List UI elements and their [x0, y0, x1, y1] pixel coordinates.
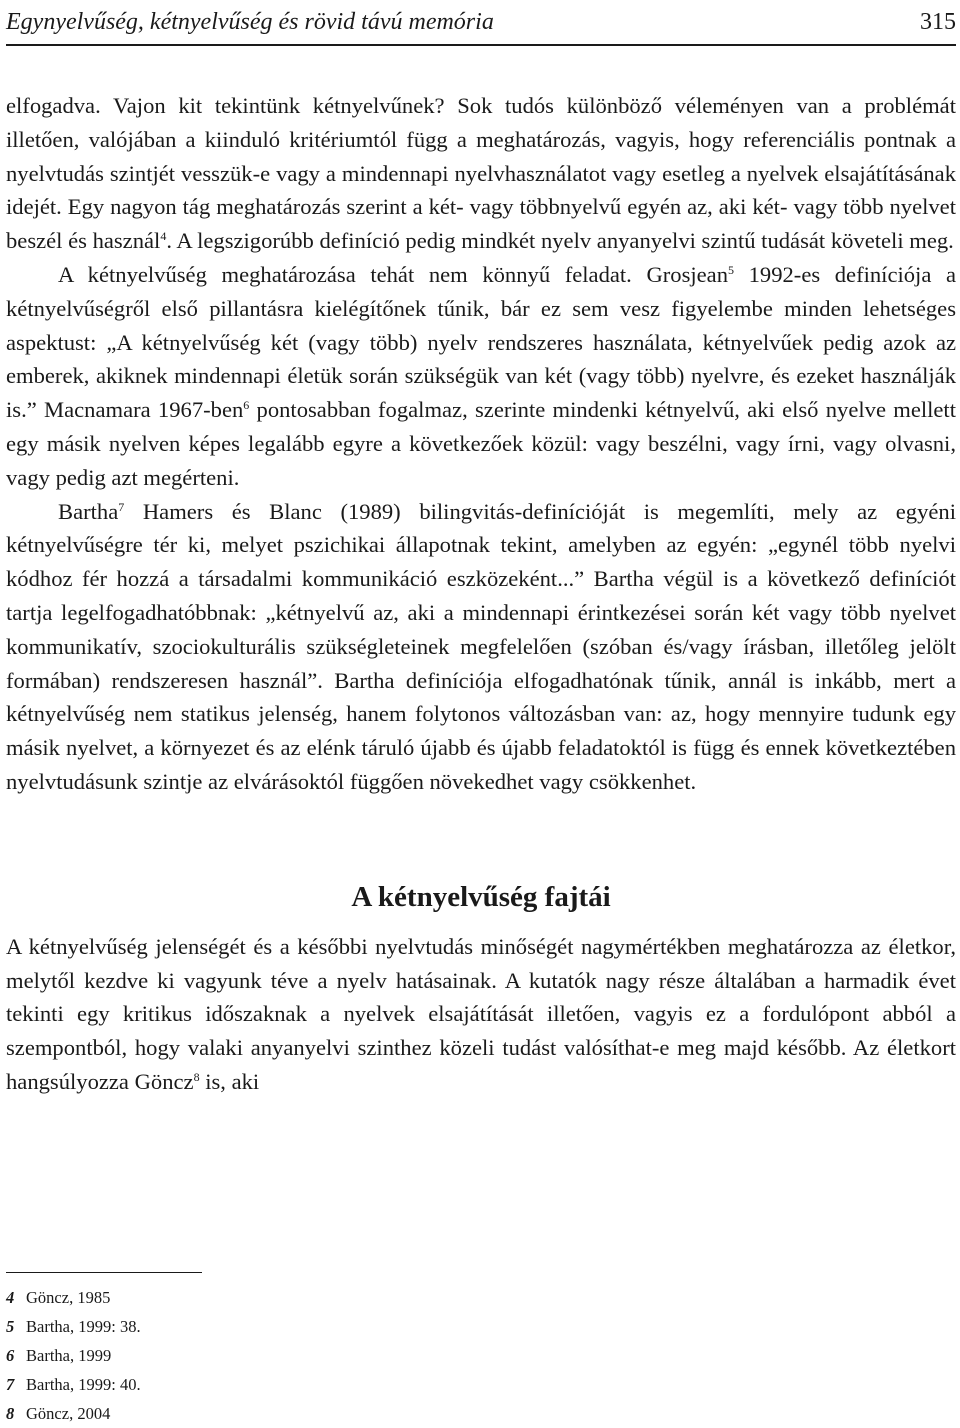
paragraph	[6, 930, 956, 1099]
header-rule	[6, 44, 956, 46]
running-title: Egynyelvűség, kétnyelvűség és rövid távú memória	[6, 9, 494, 35]
footnote	[6, 1312, 141, 1341]
text-run: Bartha	[58, 498, 119, 524]
text-run: elfogadva. Vajon kit tekintünk kétnyelvűnek? Sok tudós különböző véleményen van a problémát illetően, valójában a kiinduló kritériumtól függ a meghatározás, vagyis, hogy referenciális pontnak a nyelvtudás szintjét vesszük-e vagy a mindennapi nyelvhasználatot vagy esetleg a nyelvek elsajátításának idejét. Egy nagyon tág meghatározás szerint a két- vagy többnyelvű egyén az, aki két- vagy több nyelvet beszél és használ	[6, 93, 956, 254]
text-run: A kétnyelvűség jelenségét és a későbbi nyelvtudás minőségét nagymértékben meghatározza az életkor, melytől kezdve ki vagyunk téve a nyelv hatásainak. A kutatók nagy része általában a harmadik évet tekinti egy kritikus időszaknak a nyelvek elsajátítását illetően, vagyis ez a fordulópont abból a szempontból, hogy valaki anyanyelvi szinthez közeli tudást valósíthat-e meg majd később. Az életkort hangsúlyozza Göncz	[6, 933, 956, 1094]
footnote	[6, 1283, 141, 1312]
text-run: A kétnyelvűség meghatározása tehát nem könnyű feladat. Grosjean	[58, 261, 728, 287]
footnote-number: 7	[6, 1375, 15, 1395]
footnote-number: 5	[6, 1317, 15, 1337]
footnote-text: Bartha, 1999: 38.	[26, 1317, 141, 1337]
footnote	[6, 1399, 141, 1428]
footnote-number: 8	[6, 1404, 15, 1424]
footnote-marker: 7	[118, 499, 125, 514]
running-header	[6, 0, 956, 36]
footnote-text: Bartha, 1999: 40.	[26, 1375, 141, 1395]
text-run: . A legszigorúbb definíció pedig mindkét nyelv anyanyelvi szintű tudását követeli meg.	[166, 228, 954, 254]
footnote-marker: 4	[160, 229, 167, 244]
footnote-marker: 5	[728, 262, 734, 277]
text-run: Hamers és Blanc (1989) bilingvitás-definícióját is megemlíti, mely az egyéni kétnyelvűségre tér ki, melyet pszichikai állapotnak tekint, amelyben az egyén: „egynél több nyelvi kódhoz fér hozzá a társadalmi kommunikáció eszközeként...” Bartha végül is a következő definíciót tartja legelfogadhatóbbnak: „kétnyelvű az, aki a mindennapi érintkezései során két vagy több nyelvet kommunikatív, szociokulturális szükségleteinek megfelelően (szóban és/vagy írásban, illetőleg jelölt formában) rendszeresen használ”. Bartha definíciója elfogadhatónak tűnik, annál is inkább, mert a kétnyelvűség nem statikus jelenség, hanem folytonos változásban van: az, hogy mennyire tudunk egy másik nyelvet, a környezet és az elénk táruló újabb és újabb feladatoktól is függ és ennek következtében nyelvtudásunk szintje az elvárásoktól függően növekedhet vagy csökkenhet.	[6, 498, 956, 794]
paragraph	[6, 495, 956, 799]
footnote-text: Göncz, 1985	[26, 1288, 111, 1307]
footnote-marker: 8	[193, 1069, 200, 1084]
footnote-marker: 6	[243, 398, 250, 413]
footnote-number: 4	[6, 1288, 15, 1307]
section-paragraph-group	[6, 930, 956, 1099]
footnote	[6, 1341, 141, 1370]
text-run: 1992-es definíciója a kétnyelvűségről első pillantásra kielégítőnek tűnik, bár ez sem vesz figyelembe minden lehetséges aspektust: „A kétnyelvűség két (vagy több) nyelv rendszeres használata, kétnyelvűek pedig azok az emberek, akiknek mindennapi életük során szükségük van két (vagy több) nyelvre, és ezeket használják is.” Macnamara 1967-ben	[6, 261, 956, 423]
footnote-text: Bartha, 1999	[26, 1346, 112, 1366]
page-number: 315	[920, 9, 956, 35]
footnote-number: 6	[6, 1346, 15, 1366]
text-run: pontosabban fogalmaz, szerinte mindenki kétnyelvű, aki első nyelve mellett egy másik nyelven képes legalább egyre a következőek közül: vagy beszélni, vagy írni, vagy olvasni, vagy pedig azt megérteni.	[6, 397, 956, 490]
footnotes	[6, 1283, 141, 1428]
text-run: is, aki	[199, 1068, 260, 1094]
paragraph	[6, 258, 956, 495]
paragraph-group	[6, 89, 956, 799]
footnote-rule	[6, 1272, 202, 1273]
footnote	[6, 1370, 141, 1399]
paragraph	[6, 89, 956, 258]
body-text	[6, 89, 956, 1099]
footnote-text: Göncz, 2004	[26, 1404, 111, 1424]
section-heading: A kétnyelvűség fajtái	[351, 880, 611, 913]
